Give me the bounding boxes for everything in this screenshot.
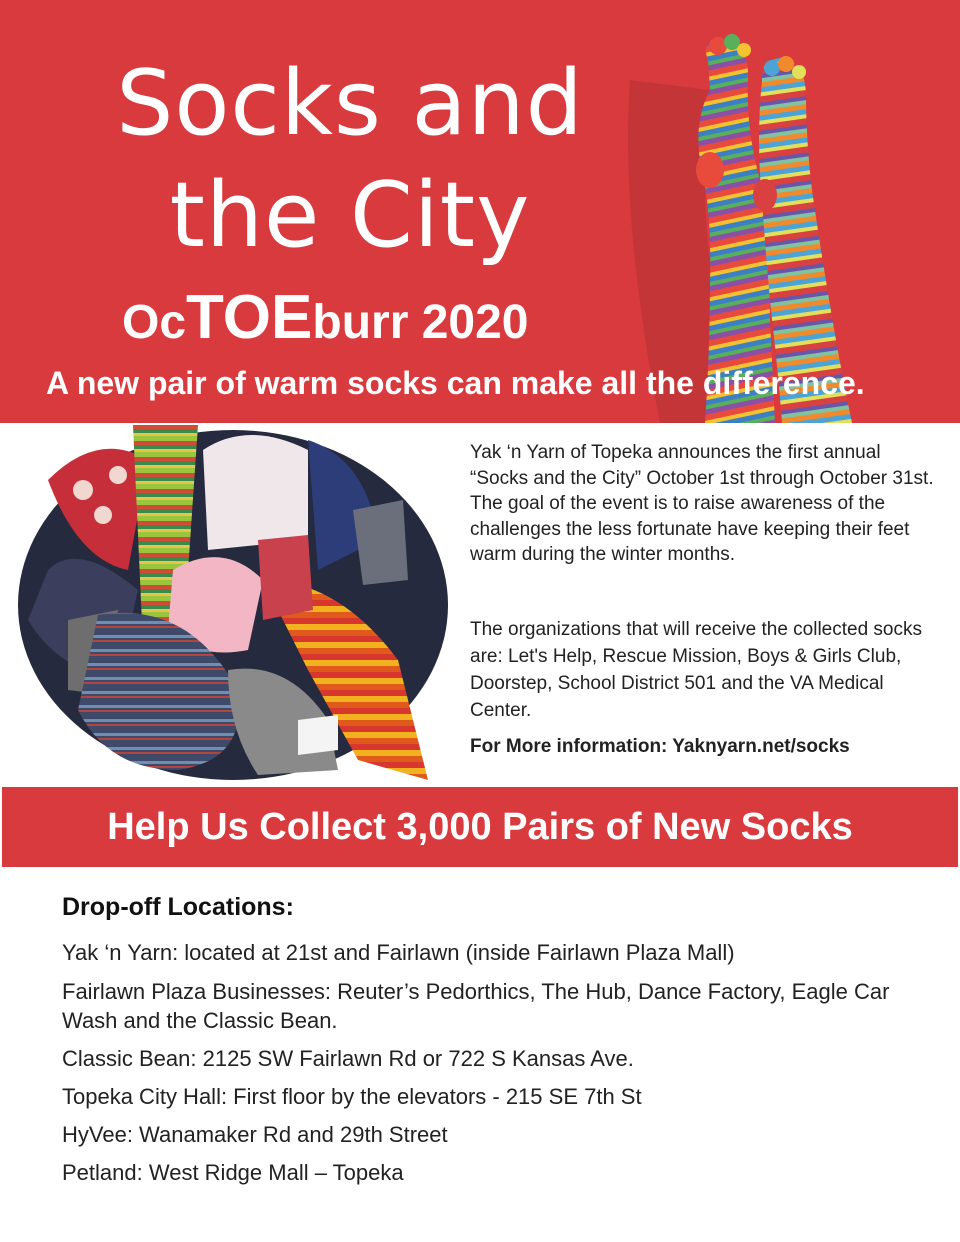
month-suffix: burr 2020 [312, 296, 529, 349]
month-prefix: Oc [122, 296, 187, 349]
dropoff-location-item: Petland: West Ridge Mall – Topeka [62, 1160, 404, 1185]
event-title-line1: Socks and [116, 51, 584, 156]
dropoff-location-item: Topeka City Hall: First floor by the elevators - 215 SE 7th St [62, 1084, 642, 1109]
organizations-paragraph: The organizations that will receive the collected socks are: Let's Help, Rescue Mission, Boys & Girls Club, Doorstep, School District 501 and the VA Medical Center. [470, 619, 923, 721]
announcement-text: Yak ‘n Yarn of Topeka announces the first annual “Socks and the City” October 1st through October 31st. The goal of the event is to raise awareness of the challenges the less fortunate have keeping their feet warm during the winter months. [470, 442, 934, 565]
dropoff-location-item: HyVee: Wanamaker Rd and 29th Street [62, 1122, 448, 1147]
collect-banner [2, 787, 958, 867]
sock-pile-photo [8, 420, 448, 785]
dropoff-heading: Drop-off Locations: [62, 893, 294, 921]
month-toe: TOE [186, 283, 313, 352]
dropoff-location-item: Classic Bean: 2125 SW Fairlawn Rd or 722 S Kansas Ave. [62, 1046, 634, 1071]
event-month-heading [122, 282, 529, 353]
more-info-link[interactable]: For More information: Yaknyarn.net/socks [470, 736, 850, 757]
striped-socks-illustration [600, 20, 900, 423]
collect-goal-text: Help Us Collect 3,000 Pairs of New Socks [107, 806, 853, 848]
hero-banner [0, 0, 960, 423]
dropoff-location-item: Fairlawn Plaza Businesses: Reuter’s Pedorthics, The Hub, Dance Factory, Eagle Car Wash and the Classic Bean. [62, 979, 890, 1033]
tagline: A new pair of warm socks can make all the difference. [46, 365, 865, 401]
event-title [60, 48, 640, 272]
event-title-line2: the City [169, 163, 531, 268]
announcement-paragraph [470, 440, 940, 568]
dropoff-location-item: Yak ‘n Yarn: located at 21st and Fairlawn (inside Fairlawn Plaza Mall) [62, 940, 735, 965]
